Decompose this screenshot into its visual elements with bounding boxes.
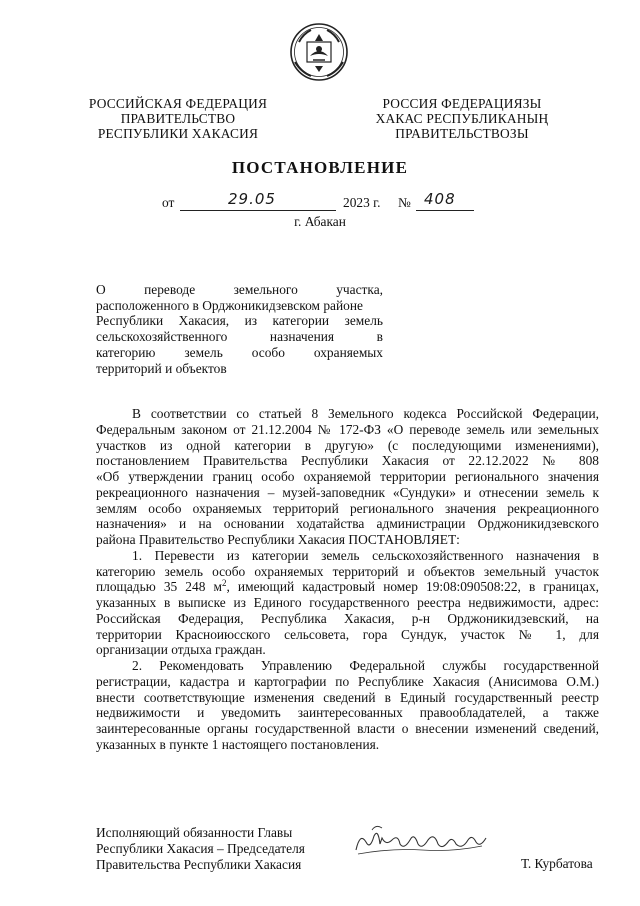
- body-line: постановлением Правительства Республики Хакасия от 22.12.2022 № 808: [96, 453, 599, 469]
- header-right-line: РОССИЯ ФЕДЕРАЦИЯЗЫ: [382, 96, 542, 111]
- signatory-line: Исполняющий обязанности Главы: [96, 825, 293, 840]
- area-prefix: площадью 35 248 м: [96, 579, 222, 595]
- item2-line: указанных в пункте 1 настоящего постановления.: [96, 736, 380, 752]
- body-line: рекреационного назначения – музей-заповедник «Сундуки» и отнесении земель к: [96, 484, 599, 500]
- date-year: 2023 г.: [343, 195, 381, 210]
- item2-line: недвижимости и уведомить заинтересованных правообладателей, а также: [96, 705, 599, 721]
- handwritten-date: 29.05: [228, 190, 276, 208]
- item1-line: 1. Перевести из категории земель сельскохозяйственного назначения в: [132, 547, 599, 563]
- number-label: №: [398, 195, 411, 210]
- item1-line: категорию земель особо охраняемых территорий и объектов земельный участок: [96, 563, 599, 579]
- item2-line: регистрации, кадастра и картографии по Республике Хакасия (Анисимова О.М.): [96, 673, 599, 689]
- body-line: Федеральным законом от 21.12.2004 № 172-ФЗ «О переводе земель или земельных: [96, 421, 599, 437]
- document-title: ПОСТАНОВЛЕНИЕ: [231, 158, 409, 177]
- item1-line: Российская Федерация, Республика Хакасия, р-н Орджоникидзевский, на: [96, 610, 599, 626]
- header-left-ru: [78, 96, 278, 141]
- header-right-line: ХАКАС РЕСПУБЛИКАНЫҢ: [375, 111, 549, 126]
- item2-line: внести соответствующие изменения сведений в Единый государственный реестр: [96, 689, 599, 705]
- header-right-line: ПРАВИТЕЛЬСТВОЗЫ: [395, 126, 529, 141]
- subject-block: [96, 282, 383, 376]
- item1-line: организации отдыха граждан.: [96, 642, 266, 658]
- area-unit-superscript: 2: [221, 578, 227, 589]
- signatory-name: Т. Курбатова: [521, 856, 593, 871]
- body-line: участков из одной категории в другую» (с последующими изменениями),: [96, 437, 599, 453]
- body-text: [96, 406, 599, 753]
- body-line: назначения» и на основании ходатайства администрации Орджоникидзевского: [96, 516, 599, 532]
- subject-line: категорию земель особо охраняемых: [96, 344, 383, 360]
- item2-line: 2. Рекомендовать Управлению Федеральной службы государственной: [132, 658, 599, 673]
- body-line: «Об утверждении границ особо охраняемой территории регионального значения: [96, 469, 599, 484]
- coat-of-arms-emblem: [289, 22, 349, 82]
- number-underline: [416, 210, 474, 211]
- item1-area-line: [96, 579, 599, 595]
- subject-line: Республики Хакасия, из категории земель: [96, 313, 383, 329]
- handwritten-signature: [352, 820, 492, 860]
- item1-line: территории Красноиюсского сельсовета, гора Сундук, участок № 1, для: [96, 626, 599, 642]
- item2-line: заинтересованные органы государственной власти о внесении изменений сведений,: [96, 721, 599, 736]
- area-rest: , имеющий кадастровый номер 19:08:090508:22, в границах,: [226, 579, 600, 595]
- header-left-line: РЕСПУБЛИКИ ХАКАСИЯ: [97, 126, 259, 141]
- body-line: землям особо охраняемых территорий регионального значения рекреационного: [96, 500, 599, 516]
- handwritten-number: 408: [424, 190, 456, 208]
- subject-line: О переводе земельного участка,: [96, 282, 383, 297]
- signatory-position: [96, 825, 305, 872]
- body-line: В соответствии со статьей 8 Земельного кодекса Российской Федерации,: [132, 406, 599, 421]
- subject-line: сельскохозяйственного назначения в: [96, 329, 383, 345]
- city: г. Абакан: [294, 214, 346, 229]
- subject-line: расположенного в Орджоникидзевском районе: [96, 297, 363, 313]
- item1-line: указанных в выписке из Единого государственного реестра недвижимости, адрес:: [96, 595, 599, 610]
- subject-line: территорий и объектов: [96, 360, 227, 376]
- date-underline: [180, 210, 336, 211]
- header-left-line: ПРАВИТЕЛЬСТВО: [120, 111, 236, 126]
- body-line: района Правительство Республики Хакасия ПОСТАНОВЛЯЕТ:: [96, 532, 460, 547]
- signatory-line: Республики Хакасия – Председателя: [96, 840, 305, 856]
- header-left-line: РОССИЙСКАЯ ФЕДЕРАЦИЯ: [88, 96, 268, 111]
- date-from-label: от: [162, 195, 175, 210]
- signatory-line: Правительства Республики Хакасия: [96, 856, 302, 872]
- header-right-kjh: [357, 96, 567, 141]
